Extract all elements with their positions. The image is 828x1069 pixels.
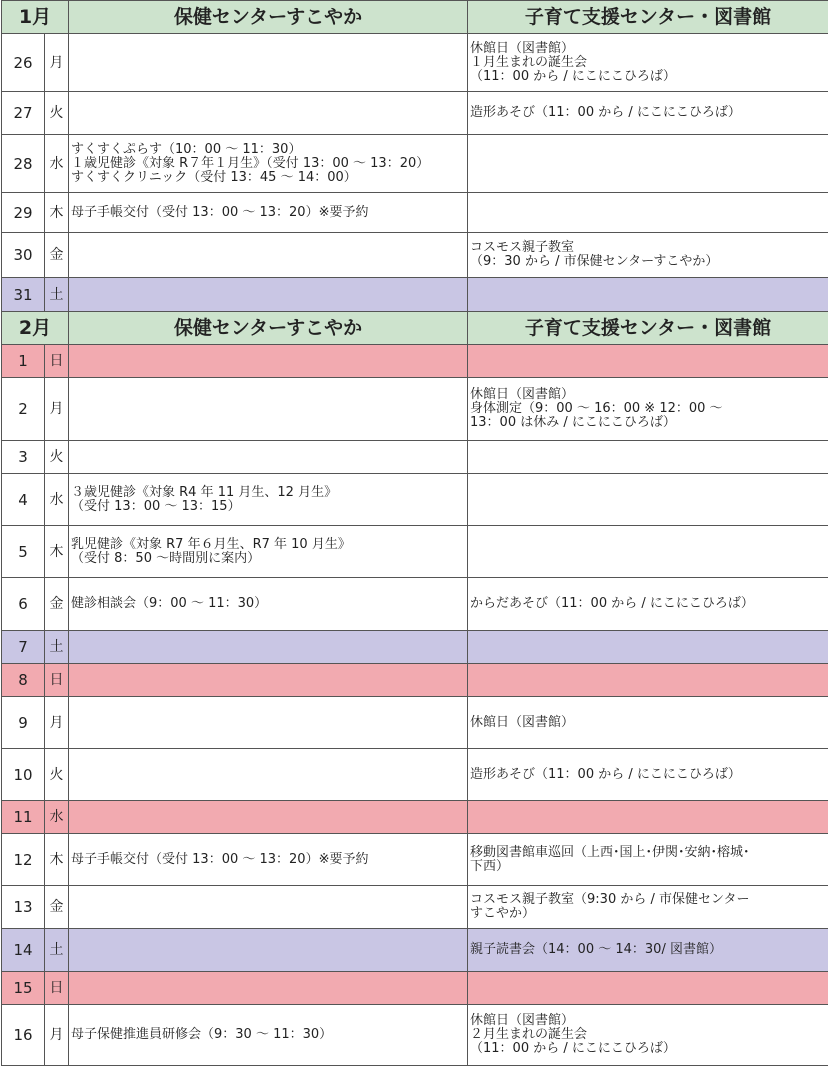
event-line: 母子手帳交付（受付 13：00 ～ 13：20）※要予約 — [71, 851, 369, 867]
weekday: 火 — [45, 749, 69, 801]
support-center-library-events — [468, 664, 828, 697]
day-number: 6 — [2, 578, 45, 631]
support-center-library-events — [468, 749, 828, 801]
event-line: コスモス親子教室 — [470, 240, 575, 255]
day-row — [2, 441, 828, 474]
support-center-library-events — [468, 92, 828, 135]
health-center-events — [69, 578, 468, 631]
weekday: 日 — [45, 972, 69, 1005]
day-row — [2, 474, 828, 526]
health-center-events — [69, 92, 468, 135]
day-row — [2, 526, 828, 578]
health-center-events — [69, 345, 468, 378]
day-row — [2, 345, 828, 378]
event-line: 親子読書会（14：00 ～ 14：30/ 図書館） — [470, 942, 722, 957]
weekday: 土 — [45, 631, 69, 664]
day-number: 1 — [2, 345, 45, 378]
day-number: 7 — [2, 631, 45, 664]
day-row — [2, 92, 828, 135]
weekday: 木 — [45, 834, 69, 886]
day-row — [2, 1005, 828, 1066]
event-line: すくすくぷらす（10：00 ～ 11：30） — [71, 141, 302, 157]
support-center-library-events — [468, 697, 828, 749]
support-center-library-events — [468, 135, 828, 193]
day-row — [2, 886, 828, 929]
health-center-events — [69, 378, 468, 441]
weekday: 日 — [45, 664, 69, 697]
support-center-library-events — [468, 233, 828, 278]
weekday: 火 — [45, 92, 69, 135]
day-number: 11 — [2, 801, 45, 834]
day-row — [2, 929, 828, 972]
day-row — [2, 578, 828, 631]
support-center-library-events — [468, 578, 828, 631]
support-center-library-events — [468, 193, 828, 233]
health-center-events — [69, 1005, 468, 1066]
event-line: ２月生まれの誕生会 — [470, 1027, 588, 1042]
weekday: 金 — [45, 578, 69, 631]
event-line: 13：00 は休み / にこにこひろば） — [470, 415, 676, 430]
right-column-header: 子育て支援センター・図書館 — [468, 312, 828, 345]
event-line: からだあそび（11：00 から / にこにこひろば） — [470, 596, 754, 611]
day-row — [2, 135, 828, 193]
day-row — [2, 34, 828, 92]
day-row — [2, 278, 828, 312]
weekday: 月 — [45, 34, 69, 92]
day-row — [2, 697, 828, 749]
health-center-events — [69, 972, 468, 1005]
day-number: 29 — [2, 193, 45, 233]
event-line: 母子保健推進員研修会（9：30 ～ 11：30） — [71, 1027, 333, 1042]
health-center-events — [69, 474, 468, 526]
support-center-library-events — [468, 1005, 828, 1066]
event-line: すくすくクリニック（受付 13：45 ～ 14：00） — [71, 169, 357, 185]
event-line: 休館日（図書館） — [470, 40, 575, 56]
health-center-events — [69, 886, 468, 929]
support-center-library-events — [468, 801, 828, 834]
weekday: 火 — [45, 441, 69, 474]
day-row — [2, 801, 828, 834]
day-number: 9 — [2, 697, 45, 749]
event-line: ３歳児健診《対象 R4 年 11 月生、12 月生》 — [71, 484, 338, 500]
day-number: 3 — [2, 441, 45, 474]
schedule-table — [1, 0, 828, 1066]
month-label: 2月 — [2, 312, 69, 345]
event-line: （9：30 から / 市保健センターすこやか） — [470, 254, 719, 269]
support-center-library-events — [468, 631, 828, 664]
health-center-events — [69, 233, 468, 278]
health-center-events — [69, 34, 468, 92]
event-line: （受付 8：50 ～時間別に案内） — [71, 550, 261, 566]
health-center-events — [69, 929, 468, 972]
day-number: 26 — [2, 34, 45, 92]
support-center-library-events — [468, 441, 828, 474]
event-line: 下西） — [470, 858, 510, 874]
event-line: 母子手帳交付（受付 13：00 ～ 13：20）※要予約 — [71, 204, 369, 220]
event-line: コスモス親子教室（9:30 から / 市保健センター — [470, 892, 750, 907]
day-number: 13 — [2, 886, 45, 929]
weekday: 水 — [45, 801, 69, 834]
day-number: 2 — [2, 378, 45, 441]
day-number: 15 — [2, 972, 45, 1005]
support-center-library-events — [468, 929, 828, 972]
event-line: １月生まれの誕生会 — [470, 54, 588, 70]
support-center-library-events — [468, 345, 828, 378]
day-row — [2, 834, 828, 886]
month-header-row — [2, 1, 828, 34]
event-line: 健診相談会（9：00 ～ 11：30） — [71, 596, 268, 611]
weekday: 金 — [45, 233, 69, 278]
event-line: 身体測定（9：00 ～ 16：00 ※ 12：00 ～ — [470, 401, 723, 416]
day-number: 8 — [2, 664, 45, 697]
health-center-events — [69, 697, 468, 749]
weekday: 日 — [45, 345, 69, 378]
weekday: 木 — [45, 526, 69, 578]
month-label: 1月 — [2, 1, 69, 34]
day-number: 27 — [2, 92, 45, 135]
support-center-library-events — [468, 886, 828, 929]
weekday: 月 — [45, 1005, 69, 1066]
weekday: 土 — [45, 278, 69, 312]
support-center-library-events — [468, 526, 828, 578]
weekday: 水 — [45, 135, 69, 193]
day-row — [2, 972, 828, 1005]
weekday: 土 — [45, 929, 69, 972]
day-row — [2, 749, 828, 801]
day-number: 14 — [2, 929, 45, 972]
center-column-header: 保健センターすこやか — [69, 312, 468, 345]
health-center-events — [69, 664, 468, 697]
event-line: （11：00 から / にこにこひろば） — [470, 1041, 676, 1056]
health-center-events — [69, 834, 468, 886]
support-center-library-events — [468, 972, 828, 1005]
day-row — [2, 631, 828, 664]
health-center-events — [69, 135, 468, 193]
health-center-events — [69, 278, 468, 312]
health-center-events — [69, 801, 468, 834]
event-line: 休館日（図書館） — [470, 714, 575, 730]
day-number: 31 — [2, 278, 45, 312]
weekday: 月 — [45, 697, 69, 749]
event-line: １歳児健診《対象 R７年１月生》（受付 13：00 ～ 13：20） — [71, 155, 430, 171]
day-number: 16 — [2, 1005, 45, 1066]
event-line: 乳児健診《対象 R7 年６月生、R7 年 10 月生》 — [71, 536, 351, 552]
health-center-events — [69, 526, 468, 578]
day-row — [2, 233, 828, 278]
health-center-events — [69, 749, 468, 801]
day-number: 28 — [2, 135, 45, 193]
event-line: （11：00 から / にこにこひろば） — [470, 68, 676, 84]
support-center-library-events — [468, 378, 828, 441]
center-column-header: 保健センターすこやか — [69, 1, 468, 34]
weekday: 木 — [45, 193, 69, 233]
support-center-library-events — [468, 34, 828, 92]
event-line: 休館日（図書館） — [470, 1013, 575, 1028]
event-line: すこやか） — [470, 906, 536, 921]
day-number: 10 — [2, 749, 45, 801]
day-number: 30 — [2, 233, 45, 278]
weekday: 月 — [45, 378, 69, 441]
event-line: 造形あそび（11：00 から / にこにこひろば） — [470, 766, 741, 782]
day-number: 5 — [2, 526, 45, 578]
support-center-library-events — [468, 474, 828, 526]
event-line: 移動図書館車巡回（上西･国上･伊関･安納･榕城･ — [470, 844, 750, 860]
health-center-events — [69, 631, 468, 664]
day-number: 12 — [2, 834, 45, 886]
support-center-library-events — [468, 278, 828, 312]
right-column-header: 子育て支援センター・図書館 — [468, 1, 828, 34]
month-header-row — [2, 312, 828, 345]
health-center-events — [69, 193, 468, 233]
day-row — [2, 664, 828, 697]
health-center-events — [69, 441, 468, 474]
event-line: 休館日（図書館） — [470, 387, 575, 402]
event-line: 造形あそび（11：00 から / にこにこひろば） — [470, 105, 741, 120]
day-row — [2, 378, 828, 441]
support-center-library-events — [468, 834, 828, 886]
event-line: （受付 13：00 ～ 13：15） — [71, 498, 241, 514]
weekday: 金 — [45, 886, 69, 929]
day-number: 4 — [2, 474, 45, 526]
weekday: 水 — [45, 474, 69, 526]
day-row — [2, 193, 828, 233]
